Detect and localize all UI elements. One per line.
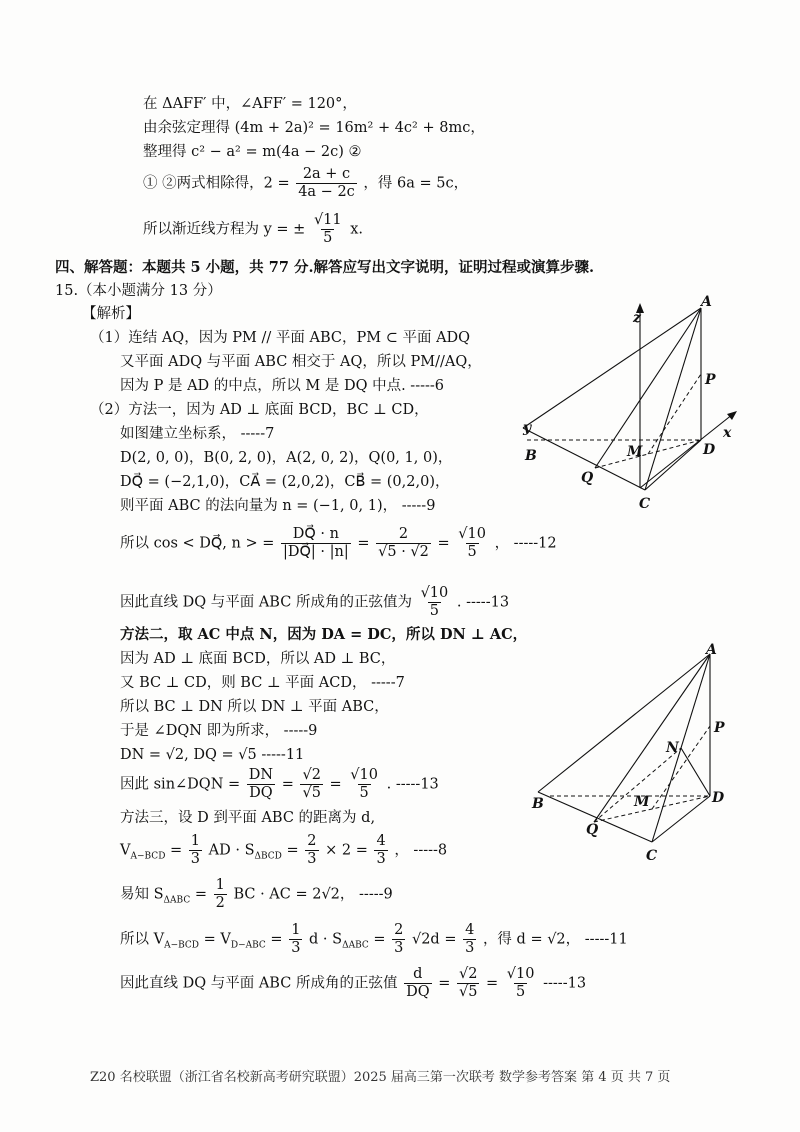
label-N: N (666, 740, 679, 756)
text: = (270, 931, 283, 948)
label-Q: Q (581, 470, 594, 486)
label-x: x (723, 425, 732, 441)
fraction (376, 526, 431, 561)
text-line: 又 BC ⊥ CD，则 BC ⊥ 平面 ACD， -----7 (120, 675, 405, 691)
numerator: DN (248, 767, 274, 783)
text: 所以 V (120, 931, 165, 948)
text-line-fraction (120, 585, 509, 620)
text-line: （1）连结 AQ，因为 PM // 平面 ABC，PM ⊂ 平面 ADQ (90, 330, 471, 346)
denominator: 3 (376, 851, 386, 867)
text-line: DN = √2, DQ = √5 -----11 (120, 747, 305, 763)
figure-tetrahedron (520, 640, 760, 865)
edge-CD (652, 796, 710, 842)
denominator: 5 (323, 230, 333, 246)
segment-ND (681, 748, 710, 796)
text: 因此 sin∠DQN = (120, 776, 241, 793)
label-M: M (634, 794, 650, 810)
text-line: 因为 AD ⊥ 底面 BCD，所以 AD ⊥ BC， (120, 651, 396, 667)
text: = (437, 535, 450, 552)
figure-tetrahedron-axes (505, 290, 765, 520)
text-line-fraction (143, 212, 363, 247)
fraction (247, 767, 275, 802)
fraction (419, 585, 451, 620)
label-A: A (701, 294, 712, 310)
text-line: DQ⃗ = (−2,1,0)，CA⃗ = (2,0,2)，CB⃗ = (0,2,0)， (120, 474, 450, 490)
text: ① ②两式相除得，2 = (143, 175, 290, 192)
text: × 2 = (325, 842, 368, 859)
text-line: 如图建立坐标系， -----7 (120, 426, 275, 442)
text-line: 于是 ∠DQN 即为所求， -----9 (120, 723, 318, 739)
label-P: P (714, 720, 725, 736)
text-line: 整理得 c² − a² = m(4a − 2c) ② (143, 144, 362, 160)
numerator: 2a + c (302, 166, 351, 182)
text: 因此直线 DQ 与平面 ABC 所成角的正弦值 (120, 975, 398, 992)
text-line-fraction (120, 767, 439, 802)
denominator: √5 · √2 (378, 544, 429, 560)
fraction (348, 767, 380, 802)
denominator: 2 (215, 895, 225, 911)
text: 因此直线 DQ 与平面 ABC 所成角的正弦值为 (120, 594, 412, 611)
numerator: 2 (307, 833, 317, 849)
label-z: z (633, 310, 641, 326)
segment-MP (652, 726, 710, 809)
text: x. (350, 221, 364, 238)
subscript: A−BCD (164, 940, 200, 951)
denominator: 3 (465, 940, 475, 956)
numerator: 4 (465, 922, 475, 938)
denominator: DQ (406, 984, 430, 1000)
fraction (189, 833, 202, 868)
text: ， -----12 (494, 535, 557, 552)
denominator: 5 (429, 603, 440, 619)
text: = (281, 776, 294, 793)
text-line: 在 ΔAFF′ 中，∠AFF′ = 120°， (143, 96, 357, 112)
subscript: ΔBCD (254, 851, 282, 862)
numerator: √10 (458, 526, 486, 542)
text: = (486, 975, 499, 992)
text-line: 则平面 ABC 的法向量为 n = (−1, 0, 1)， -----9 (120, 498, 436, 514)
numerator: d (413, 966, 423, 982)
text: = (438, 975, 451, 992)
label-B: B (532, 796, 544, 812)
fraction (214, 877, 227, 912)
fraction (289, 922, 302, 957)
denominator: 4a − 2c (298, 184, 355, 200)
fraction (404, 966, 432, 1001)
denominator: |DQ⃗| · |n| (283, 544, 349, 560)
text-line-fraction (120, 526, 557, 561)
subscript: ΔABC (163, 895, 191, 906)
text-line: D(2, 0, 0)，B(0, 2, 0)，A(2, 0, 2)，Q(0, 1, 0)， (120, 450, 453, 466)
label-D: D (712, 790, 725, 806)
fraction (312, 212, 344, 247)
denominator: 3 (291, 940, 301, 956)
text: = (329, 776, 342, 793)
fraction (296, 166, 357, 201)
text: 所以渐近线方程为 y = ± (143, 221, 306, 238)
denominator: √5 (458, 984, 478, 1000)
text: 易知 S (120, 886, 164, 903)
text: ， -----8 (394, 842, 448, 859)
text-line: 因为 P 是 AD 的中点，所以 M 是 DQ 中点. -----6 (120, 378, 445, 394)
fraction (300, 767, 322, 802)
fraction (505, 966, 537, 1001)
numerator: √10 (420, 585, 449, 601)
label-M: M (627, 444, 643, 460)
text-line: 又平面 ADQ 与平面 ABC 相交于 AQ，所以 PM//AQ， (120, 354, 482, 370)
subscript: A−BCD (130, 851, 166, 862)
text-line-fraction (120, 877, 393, 912)
text: . -----13 (386, 776, 439, 793)
text-line-fraction (120, 966, 586, 1001)
subscript: ΔABC (342, 940, 369, 951)
text: d · S (309, 931, 343, 948)
denominator: 5 (359, 785, 369, 801)
denominator: 5 (516, 984, 526, 1000)
fraction (457, 966, 479, 1001)
text: ，得 d = √2， -----11 (482, 931, 628, 948)
numerator: DQ⃗ · n (292, 526, 339, 542)
text: √2d = (411, 931, 457, 948)
x-axis-arrow (727, 411, 737, 420)
text-line: 所以 BC ⊥ DN 所以 DN ⊥ 平面 ABC， (120, 699, 389, 715)
text-line-fraction (120, 833, 447, 868)
label-P: P (705, 372, 716, 388)
text: AD · S (208, 842, 255, 859)
label-y: y (523, 420, 532, 436)
text: = (194, 886, 207, 903)
text-line: （2）方法一，因为 AD ⊥ 底面 BCD，BC ⊥ CD， (90, 402, 429, 418)
label-D: D (703, 442, 716, 458)
edge-AC (645, 308, 701, 490)
subscript: D−ABC (230, 940, 266, 951)
numerator: 4 (376, 833, 386, 849)
text-line: 方法三，设 D 到平面 ABC 的距离为 d, (120, 810, 376, 826)
x-axis (640, 414, 733, 488)
text: V (120, 842, 131, 859)
numerator: 1 (190, 833, 201, 849)
fraction (374, 833, 387, 868)
numerator: 1 (215, 877, 225, 893)
text: . -----13 (456, 594, 510, 611)
section-heading: 四、解答题：本题共 5 小题，共 77 分.解答应写出文字说明，证明过程或演算步骤. (55, 259, 595, 276)
analysis-label: 【解析】 (82, 306, 140, 322)
fraction (456, 526, 488, 561)
text: = (286, 842, 299, 859)
denominator: 3 (190, 851, 201, 867)
denominator: 5 (467, 544, 477, 560)
fraction (392, 922, 405, 957)
text: BC · AC = 2√2， -----9 (233, 886, 393, 903)
fraction (281, 526, 351, 561)
numerator: √2 (302, 767, 321, 783)
denominator: 3 (307, 851, 317, 867)
label-C: C (646, 848, 658, 864)
question-heading: 15.（本小题满分 13 分） (55, 283, 222, 299)
text-line: 方法二，取 AC 中点 N，因为 DA = DC，所以 DN ⊥ AC， (120, 626, 528, 643)
text: = (373, 931, 386, 948)
label-C: C (639, 496, 651, 512)
numerator: √10 (506, 966, 535, 982)
fraction (463, 922, 476, 957)
edge-BA (523, 308, 701, 428)
text-line-fraction (143, 166, 468, 201)
edge-AQ (594, 654, 710, 822)
label-Q: Q (586, 822, 599, 838)
denominator: √5 (302, 785, 321, 801)
numerator: 2 (398, 526, 409, 542)
numerator: √10 (350, 767, 378, 783)
numerator: √11 (313, 212, 342, 228)
text-line: 由余弦定理得 (4m + 2a)² = 16m² + 4c² + 8mc， (143, 120, 485, 136)
denominator: DQ (249, 785, 273, 801)
label-A: A (706, 642, 717, 658)
label-B: B (525, 448, 537, 464)
text: 所以 cos < DQ⃗, n > = (120, 535, 275, 552)
text: ，得 6a = 5c， (363, 175, 469, 192)
numerator: √2 (458, 966, 478, 982)
text: = (357, 535, 370, 552)
edge-BA (538, 654, 710, 792)
numerator: 1 (291, 922, 301, 938)
denominator: 3 (394, 940, 404, 956)
text: -----13 (543, 975, 587, 992)
text: = (170, 842, 183, 859)
text: = V (203, 931, 231, 948)
page-footer: Z20 名校联盟（浙江省名校新高考研究联盟）2025 届高三第一次联考 数学参考答案 第 4 页 共 7 页 (90, 1070, 671, 1085)
fraction (305, 833, 318, 868)
numerator: 2 (394, 922, 404, 938)
text-line-fraction (120, 922, 628, 957)
